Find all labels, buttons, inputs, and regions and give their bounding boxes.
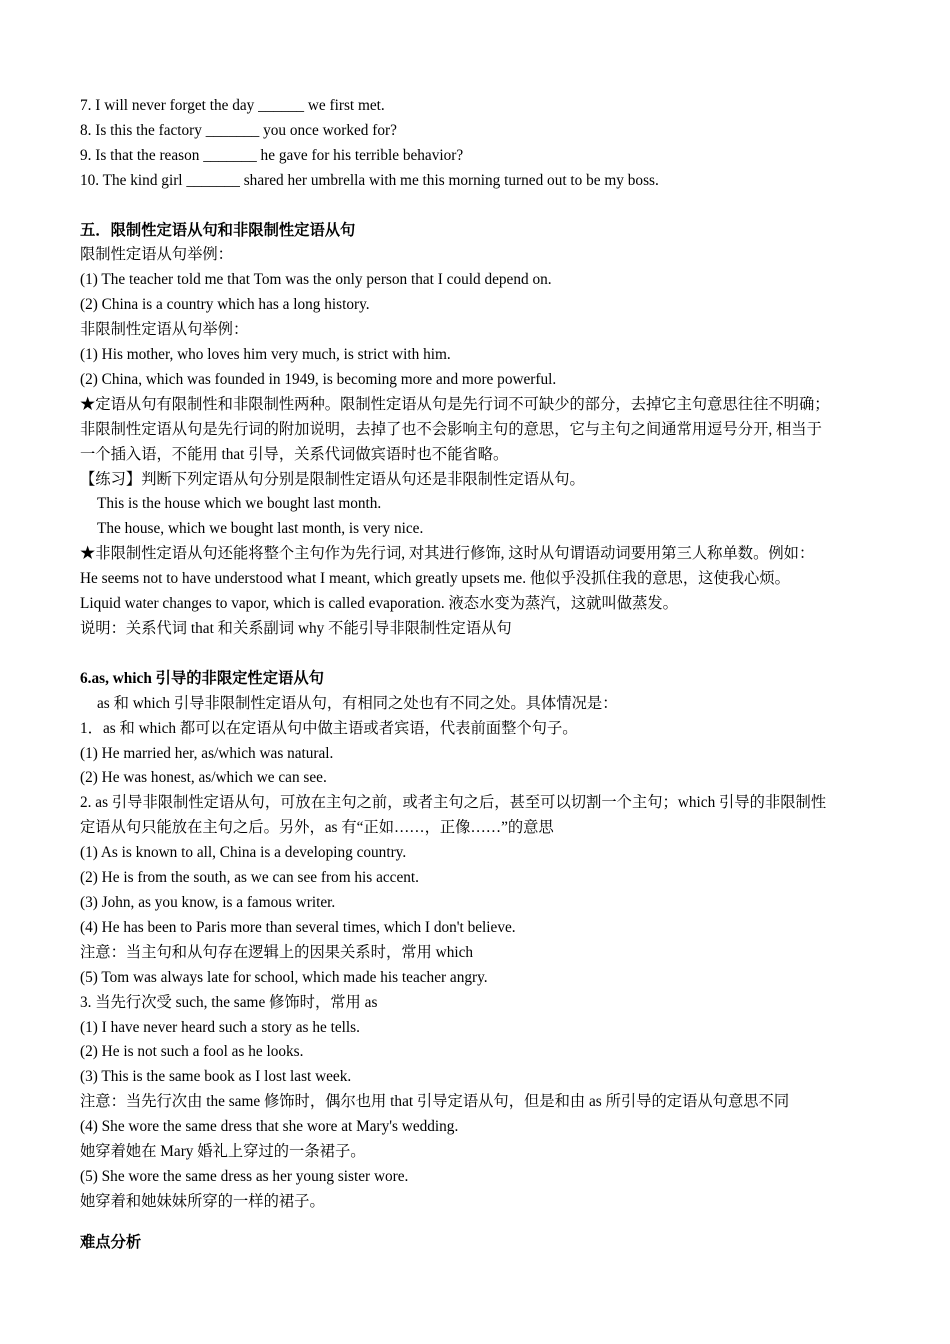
point-3-example-5: (5) She wore the same dress as her young sister wore. <box>80 1167 409 1185</box>
point-3-example-2: (2) He is not such a fool as he looks. <box>80 1043 304 1061</box>
point-2-example-3: (3) John, as you know, is a famous writer. <box>80 893 336 911</box>
exercise-list <box>80 94 890 194</box>
point-3-example-4-translation: 她穿着她在 Mary 婚礼上穿过的一条裙子。 <box>80 1143 366 1161</box>
restrictive-example-2: (2) China is a country which has a long history. <box>80 296 370 314</box>
section-5-heading: 五．限制性定语从句和非限制性定语从句 <box>80 221 356 239</box>
note-2-example-1: He seems not to have understood what I meant, which greatly upsets me. 他似乎没抓住我的意思，这使我心烦。 <box>80 570 790 588</box>
section-6-heading: 6.as, which 引导的非限定性定语从句 <box>80 669 324 687</box>
nonrestrictive-example-1: (1) His mother, who loves him very much, is strict with him. <box>80 346 451 364</box>
point-3-note: 注意：当先行次由 the same 修饰时，偶尔也用 that 引导定语从句，但是和由 as 所引导的定语从句意思不同 <box>80 1093 790 1111</box>
point-2-note: 注意：当主句和从句存在逻辑上的因果关系时，常用 which <box>80 943 474 961</box>
document-page <box>80 94 890 1256</box>
nonrestrictive-example-2: (2) China, which was founded in 1949, is becoming more and more powerful. <box>80 370 557 388</box>
note-1-line-3: 一个插入语，不能用 that 引导，关系代词做宾语时也不能省略。 <box>80 445 509 463</box>
practice-label: 【练习】判断下列定语从句分别是限制性定语从句还是非限制性定语从句。 <box>80 470 585 488</box>
restrictive-example-1: (1) The teacher told me that Tom was the only person that I could depend on. <box>80 271 552 289</box>
exercise-item-9: 9. Is that the reason _______ he gave for his terrible behavior? <box>80 146 464 164</box>
practice-item-1: This is the house which we bought last month. <box>97 495 382 513</box>
exercise-item-10: 10. The kind girl _______ shared her umbrella with me this morning turned out to be my boss. <box>80 171 659 189</box>
section-6 <box>80 667 890 1215</box>
section-5 <box>80 219 890 642</box>
section-7 <box>80 1231 890 1256</box>
point-2-example-4: (4) He has been to Paris more than several times, which I don't believe. <box>80 918 516 936</box>
point-1: 1．as 和 which 都可以在定语从句中做主语或者宾语，代表前面整个句子。 <box>80 719 578 737</box>
exercise-item-7: 7. I will never forget the day ______ we first met. <box>80 97 385 114</box>
spacer <box>80 1215 890 1231</box>
point-3: 3. 当先行次受 such, the same 修饰时，常用 as <box>80 993 378 1011</box>
section-6-intro: as 和 which 引导非限制性定语从句，有相同之处也有不同之处。具体情况是： <box>97 694 618 712</box>
note-1-line-2: 非限制性定语从句是先行词的附加说明，去掉了也不会影响主句的意思，它与主句之间通常用逗号分开, 相当于 <box>80 420 822 438</box>
explanation: 说明：关系代词 that 和关系副词 why 不能引导非限制性定语从句 <box>80 620 512 638</box>
nonrestrictive-label: 非限制性定语从句举例： <box>80 321 249 339</box>
note-2: ★非限制性定语从句还能将整个主句作为先行词, 对其进行修饰, 这时从句谓语动词要用第三人称单数。例如： <box>80 545 815 563</box>
practice-item-2: The house, which we bought last month, is very nice. <box>97 520 424 538</box>
exercise-item-8: 8. Is this the factory _______ you once worked for? <box>80 121 397 139</box>
point-3-example-3: (3) This is the same book as I lost last week. <box>80 1068 352 1086</box>
point-2-example-2: (2) He is from the south, as we can see from his accent. <box>80 869 419 887</box>
point-3-example-5-translation: 她穿着和她妹妹所穿的一样的裙子。 <box>80 1192 325 1210</box>
spacer <box>80 194 890 219</box>
point-3-example-1: (1) I have never heard such a story as he tells. <box>80 1018 360 1036</box>
section-7-heading: 难点分析 <box>80 1233 142 1251</box>
point-2-line-2: 定语从句只能放在主句之后。另外，as 有“正如……，正像……”的意思 <box>80 819 554 837</box>
point-2-line-1: 2. as 引导非限制性定语从句，可放在主句之前，或者主句之后，甚至可以切割一个主句；which 引导的非限制性 <box>80 794 827 812</box>
restrictive-label: 限制性定语从句举例： <box>80 246 233 264</box>
spacer <box>80 642 890 667</box>
point-2-note-example: (5) Tom was always late for school, which made his teacher angry. <box>80 968 488 986</box>
note-1-line-1: ★定语从句有限制性和非限制性两种。限制性定语从句是先行词不可缺少的部分，去掉它主句意思往往不明确； <box>80 395 830 413</box>
point-1-example-1: (1) He married her, as/which was natural. <box>80 744 334 762</box>
point-1-example-2: (2) He was honest, as/which we can see. <box>80 769 327 787</box>
point-3-example-4: (4) She wore the same dress that she wore at Mary's wedding. <box>80 1118 459 1136</box>
point-2-example-1: (1) As is known to all, China is a developing country. <box>80 844 407 862</box>
note-2-example-2: Liquid water changes to vapor, which is called evaporation. 液态水变为蒸汽，这就叫做蒸发。 <box>80 595 678 613</box>
